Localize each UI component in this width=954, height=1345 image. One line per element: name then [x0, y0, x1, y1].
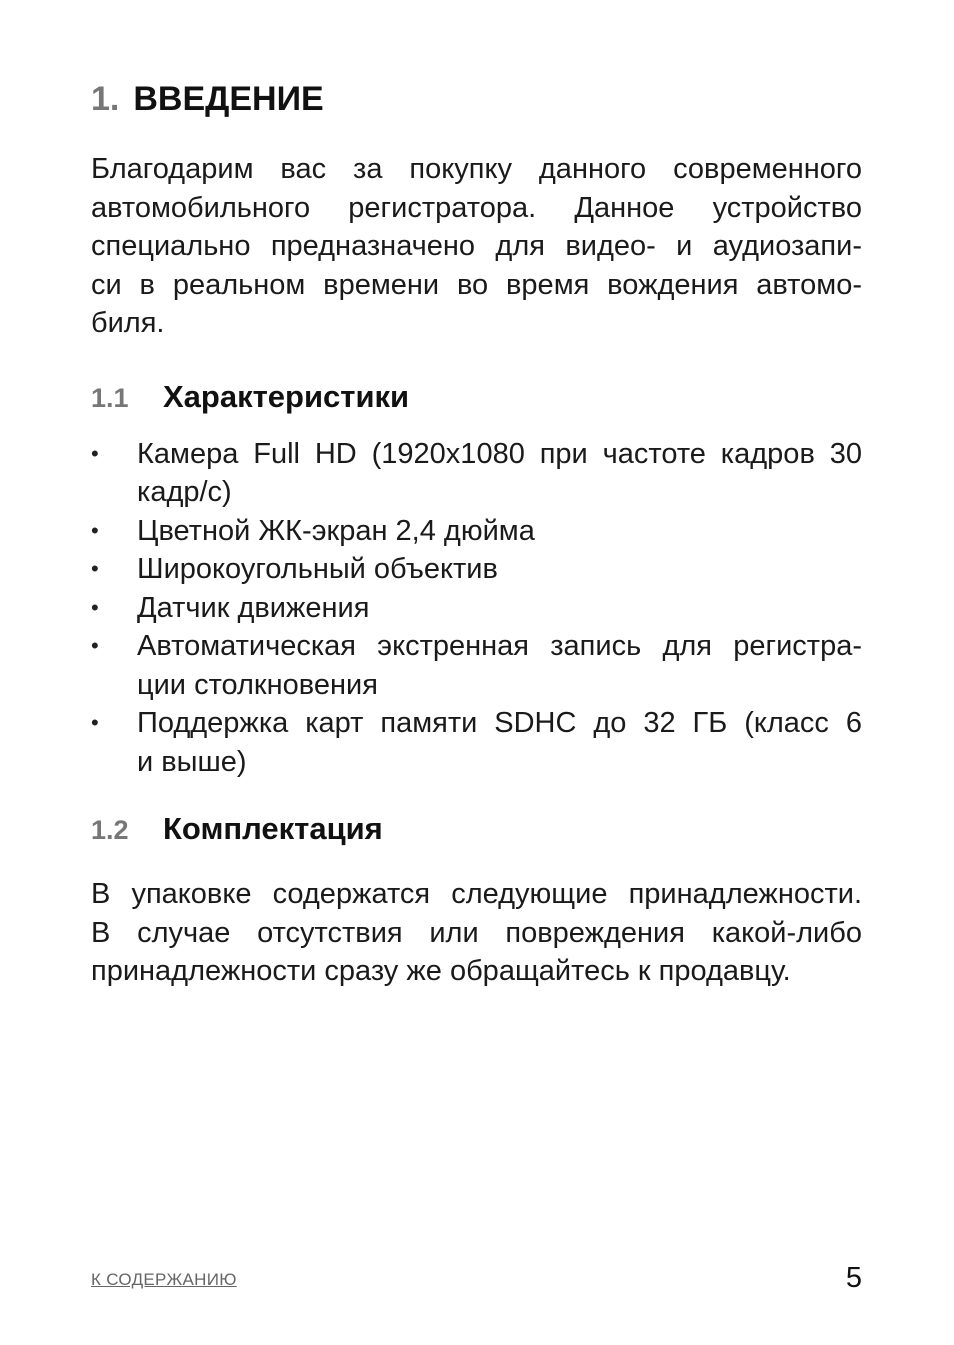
subsection-title: Характеристики: [163, 378, 410, 414]
text-line: и выше): [137, 745, 247, 778]
list-item: [91, 550, 862, 589]
list-item: [91, 512, 862, 551]
list-item: [91, 589, 862, 628]
text-line: В упаковке содержатся следующие принадлежности.: [91, 878, 862, 910]
document-page: [91, 80, 862, 991]
list-item: [91, 627, 862, 704]
text-line: Цветной ЖК-экран 2,4 дюйма: [137, 514, 535, 547]
bullet-icon: •: [91, 556, 99, 581]
bullet-icon: •: [91, 440, 99, 466]
bullet-icon: •: [91, 710, 99, 735]
subsection-number: 1.1: [91, 382, 129, 413]
text-line: ции столкновения: [137, 668, 378, 701]
list-item: [91, 704, 862, 781]
list-item: [91, 435, 862, 512]
section-title: ВВЕДЕНИЕ: [133, 80, 324, 118]
page-number: 5: [845, 1262, 862, 1294]
subsection-heading-features: [91, 379, 862, 429]
features-list: [91, 435, 862, 782]
subsection-heading-package-contents: [91, 811, 862, 861]
text-line: Широкоугольный объектив: [137, 553, 498, 585]
text-line: Датчик движения: [137, 591, 370, 624]
text-line: Автоматическая экстренная запись для регистра-: [137, 630, 862, 662]
section-number: 1.: [91, 80, 120, 118]
section-heading-introduction: [91, 80, 862, 130]
intro-paragraph: [91, 150, 862, 343]
text-line: автомобильного регистратора. Данное устройство: [91, 191, 862, 224]
text-line: кадр/с): [137, 476, 232, 508]
text-line: специально предназначено для видео- и аудиозапи-: [91, 230, 862, 262]
subsection-number: 1.2: [91, 815, 129, 845]
package-paragraph: [91, 875, 862, 991]
text-line: Поддержка карт памяти SDHC до 32 ГБ (класс 6: [137, 707, 862, 739]
table-of-contents-link[interactable]: К СОДЕРЖАНИЮ: [91, 1270, 237, 1289]
text-line: В случае отсутствия или повреждения какой-либо: [91, 916, 862, 949]
subsection-title: Комплектация: [163, 811, 383, 846]
text-line: си в реальном времени во время вождения автомо-: [91, 268, 862, 301]
text-line: биля.: [91, 307, 165, 339]
text-line: принадлежности сразу же обращайтесь к продавцу.: [91, 955, 791, 987]
bullet-icon: •: [91, 517, 99, 543]
bullet-icon: •: [91, 633, 99, 658]
bullet-icon: •: [91, 594, 99, 620]
text-line: Камера Full HD (1920x1080 при частоте кадров 30: [137, 437, 862, 470]
text-line: Благодарим вас за покупку данного современного: [91, 153, 862, 185]
